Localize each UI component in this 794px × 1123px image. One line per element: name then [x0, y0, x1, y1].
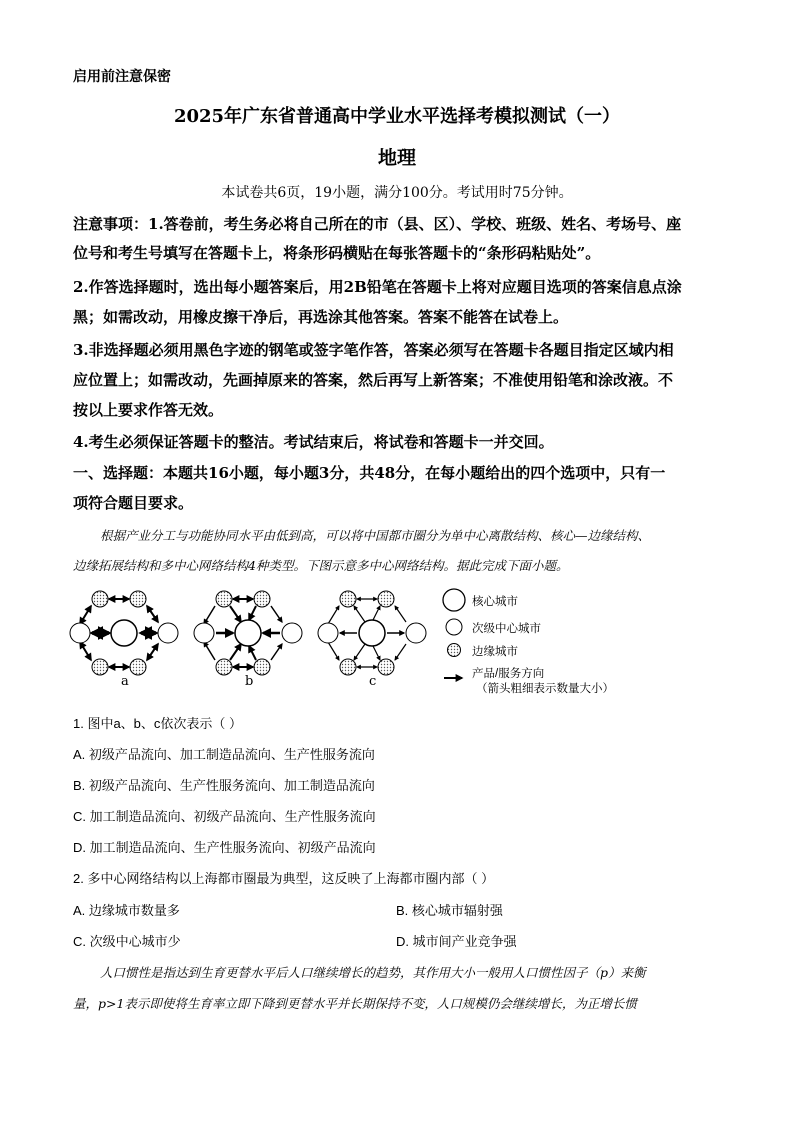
diagram-b — [194, 591, 302, 675]
option-d: D. 城市间产业竞争强 — [396, 934, 517, 949]
option-b: B. 初级产品流向、生产性服务流向、加工制造品流向 — [73, 778, 375, 793]
diagram-c — [318, 591, 426, 675]
legend-arrow-label: 产品/服务方向 — [472, 668, 545, 680]
option-a: A. 边缘城市数量多 — [73, 903, 180, 918]
diagram-label-c: c — [369, 674, 377, 689]
notice-line: 应位置上；如需改动，先画掉原来的答案，然后再写上新答案；不准使用铅笔和涂改液。不 — [73, 371, 674, 389]
notice-line: 黑；如需改动，用橡皮擦干净后，再选涂其他答案。答案不能答在试卷上。 — [73, 308, 569, 326]
material-line: 人口惯性是指达到生育更替水平后人口继续增长的趋势，其作用大小一般用人口惯性因子（p）来衡 — [100, 965, 646, 980]
notice-line: 按以上要求作答无效。 — [73, 401, 224, 419]
legend-core-icon — [443, 589, 465, 611]
secret-label: 启用前注意保密 — [73, 69, 171, 85]
diagram-label-a: a — [121, 674, 129, 689]
option-c: C. 加工制造品流向、初级产品流向、生产性服务流向 — [73, 809, 376, 824]
legend-arrow-note: （箭头粗细表示数量大小） — [476, 683, 614, 695]
option-c: C. 次级中心城市少 — [73, 934, 181, 949]
exam-summary: 本试卷共6页，19小题，满分100分。考试用时75分钟。 — [221, 185, 573, 201]
notice-line: 位号和考生号填写在答题卡上，将条形码横贴在每张答题卡的“条形码粘贴处”。 — [73, 244, 601, 262]
notice-line: 注意事项：1.答卷前，考生务必将自己所在的市（县、区）、学校、班级、姓名、考场号、座 — [73, 215, 682, 233]
diagram-a — [70, 591, 178, 675]
notice-line: 4.考生必须保证答题卡的整洁。考试结束后，将试卷和答题卡一并交回。 — [73, 433, 554, 451]
option-a: A. 初级产品流向、加工制造品流向、生产性服务流向 — [73, 747, 375, 762]
exam-title: 2025年广东省普通高中学业水平选择考模拟测试（一） — [173, 106, 621, 127]
notice-line: 3.非选择题必须用黑色字迹的钢笔或签字笔作答，答案必须写在答题卡各题目指定区域内相 — [73, 341, 674, 359]
legend — [443, 589, 465, 678]
diagram-label-b: b — [245, 674, 254, 689]
notice-line: 2.作答选择题时，选出每小题答案后，用2B铅笔在答题卡上将对应题目选项的答案信息点涂 — [73, 278, 682, 296]
legend-edge-icon — [448, 644, 461, 657]
material-line: 根据产业分工与功能协同水平由低到高，可以将中国都市圈分为单中心离散结构、核心—边缘结构、 — [100, 528, 651, 543]
option-b: B. 核心城市辐射强 — [396, 903, 503, 918]
legend-edge-label: 边缘城市 — [472, 646, 518, 658]
material-line: 量，p>1表示即使将生育率立即下降到更替水平并长期保持不变，人口规模仍会继续增长，为正增长惯 — [73, 996, 637, 1011]
legend-secondary-icon — [446, 619, 462, 635]
legend-secondary-label: 次级中心城市 — [472, 623, 541, 635]
question-stem: 1. 图中a、b、c依次表示（ ） — [73, 716, 243, 731]
legend-core-label: 核心城市 — [472, 596, 518, 608]
section-line: 项符合题目要求。 — [73, 494, 194, 512]
question-stem: 2. 多中心网络结构以上海都市圈最为典型，这反映了上海都市圈内部（ ） — [73, 871, 495, 886]
section-line: 一、选择题：本题共16小题，每小题3分，共48分，在每小题给出的四个选项中，只有一 — [73, 464, 666, 482]
option-d: D. 加工制造品流向、生产性服务流向、初级产品流向 — [73, 840, 376, 855]
subject-title: 地理 — [377, 147, 416, 169]
material-line: 边缘拓展结构和多中心网络结构4种类型。下图示意多中心网络结构。据此完成下面小题。 — [73, 558, 569, 573]
